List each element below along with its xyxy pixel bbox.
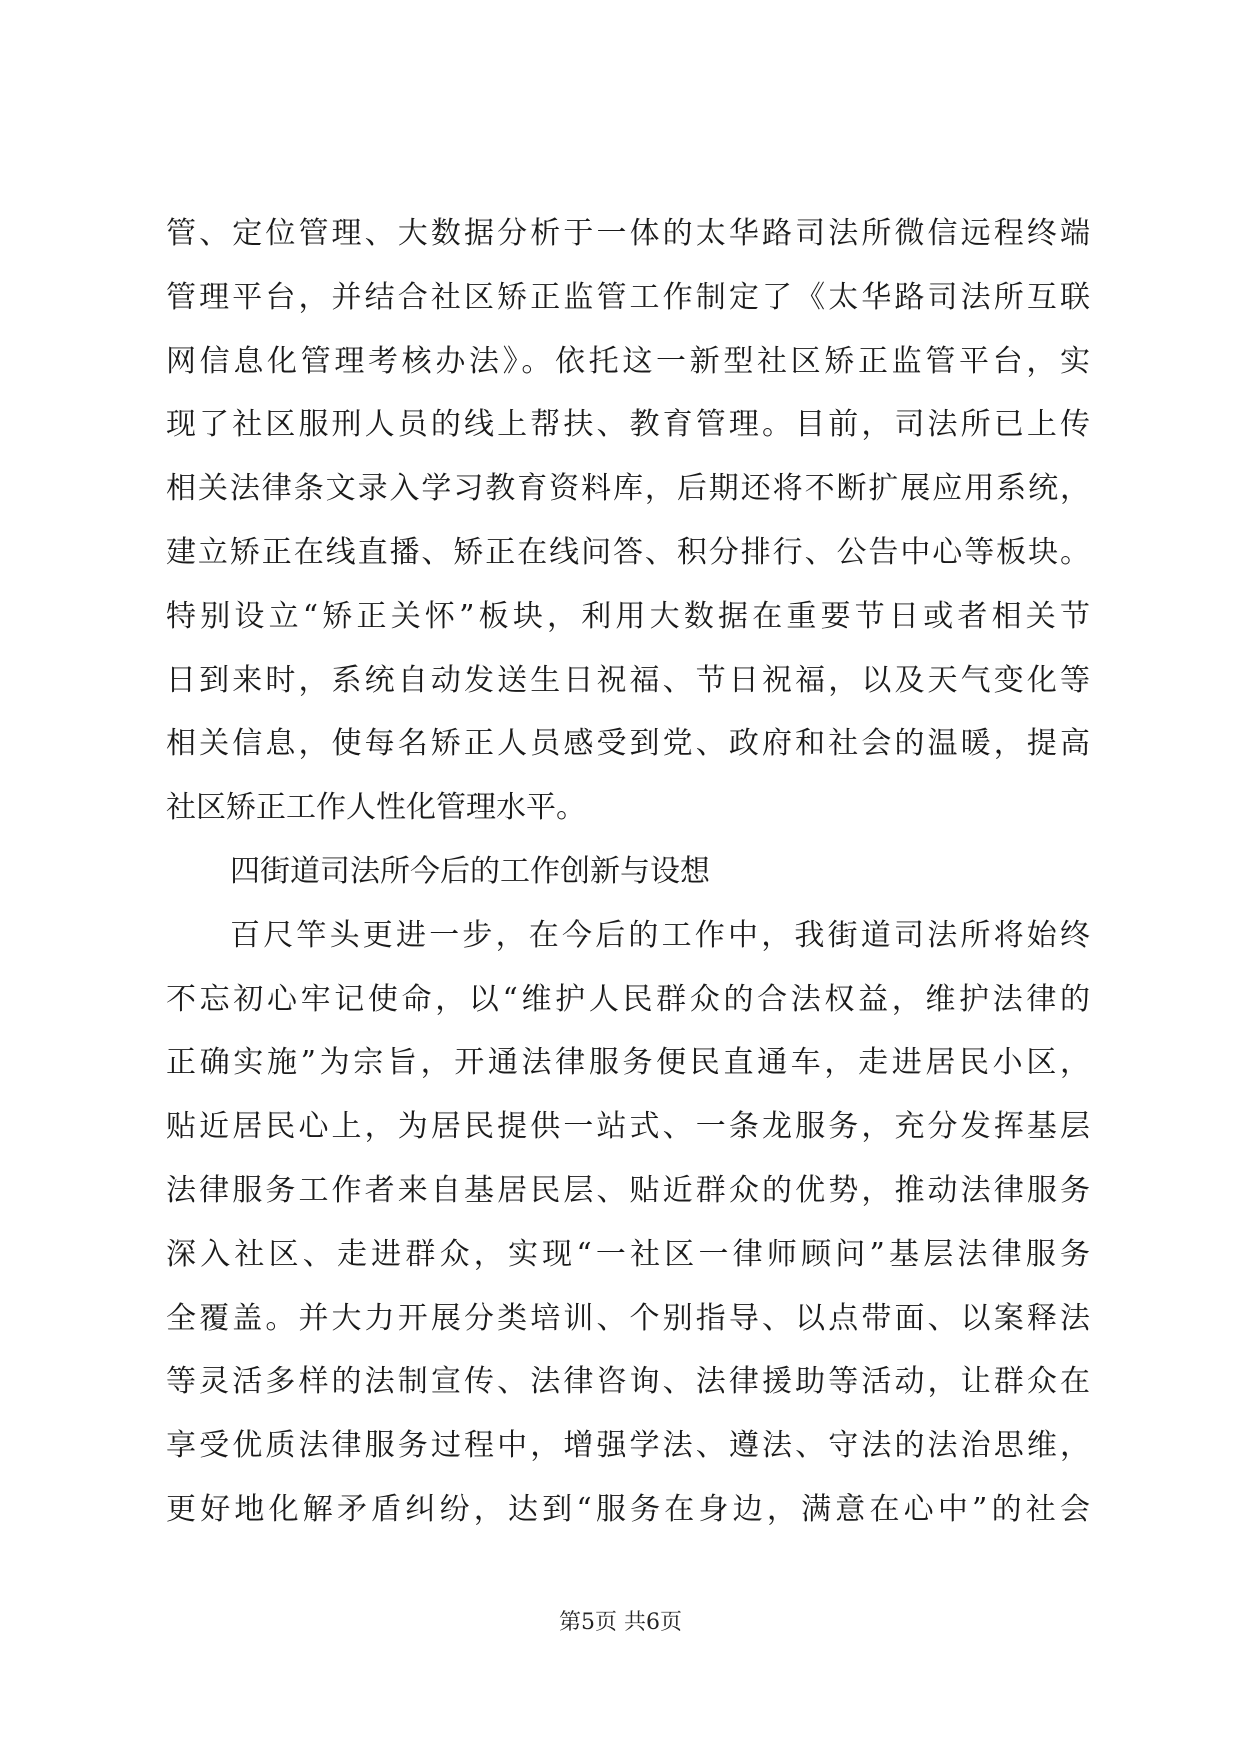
text-line: 日到来时，系统自动发送生日祝福、节日祝福，以及天气变化等 [166, 662, 1090, 698]
text-line: 百尺竿头更进一步，在今后的工作中，我街道司法所将始终 [230, 917, 1090, 953]
text-line: 深入社区、走进群众，实现“一社区一律师顾问”基层法律服务 [166, 1236, 1090, 1272]
text-line: 管、定位管理、大数据分析于一体的太华路司法所微信远程终端 [166, 216, 1090, 251]
text-line: 特别设立“矫正关怀”板块，利用大数据在重要节日或者相关节 [166, 598, 1090, 634]
document-body [166, 202, 1090, 1542]
page-footer: 第5页 共6页 [559, 1610, 682, 1635]
text-line: 现了社区服刑人员的线上帮扶、教育管理。目前，司法所已上传 [166, 407, 1090, 443]
text-line: 相关信息，使每名矫正人员感受到党、政府和社会的温暖，提高 [166, 726, 1090, 762]
text-line: 管理平台，并结合社区矫正监管工作制定了《太华路司法所互联 [166, 279, 1090, 315]
text-line: 正确实施”为宗旨，开通法律服务便民直通车，走进居民小区， [166, 1045, 1090, 1081]
text-line: 相关法律条文录入学习教育资料库，后期还将不断扩展应用系统， [166, 471, 1090, 507]
text-line: 不忘初心牢记使命，以“维护人民群众的合法权益，维护法律的 [166, 981, 1090, 1017]
text-line: 建立矫正在线直播、矫正在线问答、积分排行、公告中心等板块。 [166, 534, 1090, 570]
text-line: 法律服务工作者来自基居民层、贴近群众的优势，推动法律服务 [166, 1172, 1090, 1208]
section-heading: 四街道司法所今后的工作创新与设想 [230, 853, 710, 889]
text-line: 贴近居民心上，为居民提供一站式、一条龙服务，充分发挥基层 [166, 1109, 1090, 1145]
text-line: 享受优质法律服务过程中，增强学法、遵法、守法的法治思维， [166, 1428, 1090, 1464]
text-line: 更好地化解矛盾纠纷，达到“服务在身边，满意在心中”的社会 [166, 1491, 1090, 1527]
text-line: 社区矫正工作人性化管理水平。 [166, 790, 586, 826]
text-line: 网信息化管理考核办法》。依托这一新型社区矫正监管平台，实 [166, 343, 1090, 379]
text-line: 全覆盖。并大力开展分类培训、个别指导、以点带面、以案释法 [166, 1300, 1090, 1336]
text-line: 等灵活多样的法制宣传、法律咨询、法律援助等活动，让群众在 [166, 1364, 1090, 1400]
